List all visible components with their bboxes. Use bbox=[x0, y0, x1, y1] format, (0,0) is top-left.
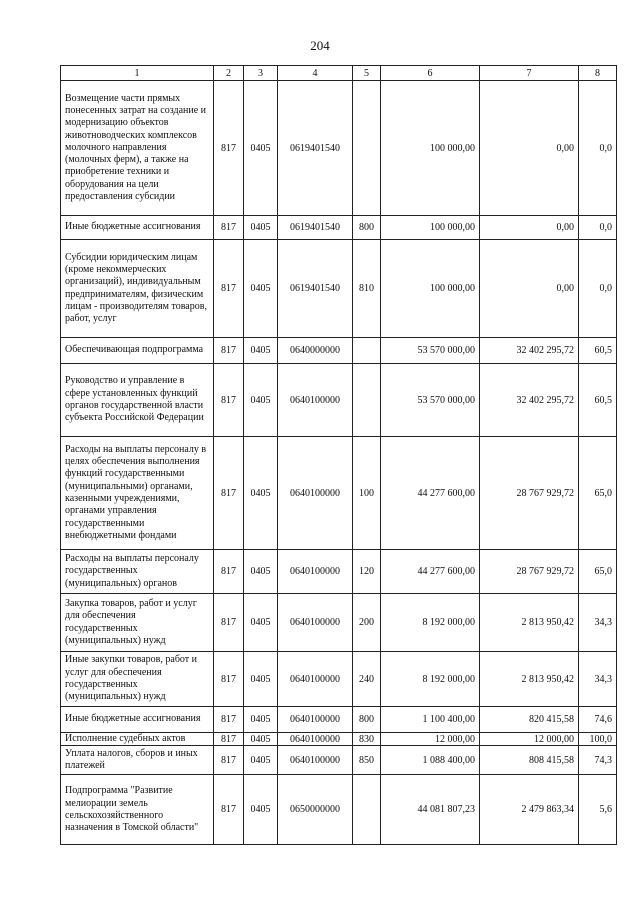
header-col-6: 6 bbox=[381, 66, 480, 81]
table-row bbox=[61, 437, 617, 550]
row-executed-amount: 28 767 929,72 bbox=[480, 437, 579, 550]
budget-table bbox=[60, 65, 617, 845]
row-ministry-code: 817 bbox=[214, 364, 244, 437]
row-ministry-code: 817 bbox=[214, 775, 244, 845]
row-name: Субсидии юридическим лицам (кроме некоммерческих организаций), индивидуальным предпринимателям, физическим лицам - производителям товаров, работ, услуг bbox=[61, 240, 214, 338]
row-name: Уплата налогов, сборов и иных платежей bbox=[61, 746, 214, 775]
row-section-code: 0405 bbox=[244, 652, 278, 707]
row-name: Подпрограмма "Развитие мелиорации земель сельскохозяйственного назначения в Томской области" bbox=[61, 775, 214, 845]
row-percent: 60,5 bbox=[579, 364, 617, 437]
row-executed-amount: 2 479 863,34 bbox=[480, 775, 579, 845]
row-target-article: 0640100000 bbox=[278, 707, 353, 733]
header-col-4: 4 bbox=[278, 66, 353, 81]
row-plan-amount: 100 000,00 bbox=[381, 240, 480, 338]
row-executed-amount: 2 813 950,42 bbox=[480, 652, 579, 707]
table-row bbox=[61, 338, 617, 364]
row-name: Возмещение части прямых понесенных затрат на создание и модернизацию объектов животноводческих комплексов молочного направления (молочных ферм), а также на приобретение техники и оборудования на цели предоставления субсидии bbox=[61, 81, 214, 216]
table-row bbox=[61, 707, 617, 733]
row-percent: 0,0 bbox=[579, 216, 617, 240]
row-expense-type: 120 bbox=[353, 550, 381, 594]
row-ministry-code: 817 bbox=[214, 594, 244, 652]
row-name: Обеспечивающая подпрограмма bbox=[61, 338, 214, 364]
row-plan-amount: 12 000,00 bbox=[381, 733, 480, 746]
row-plan-amount: 53 570 000,00 bbox=[381, 364, 480, 437]
row-executed-amount: 0,00 bbox=[480, 216, 579, 240]
row-percent: 65,0 bbox=[579, 437, 617, 550]
row-expense-type bbox=[353, 338, 381, 364]
row-section-code: 0405 bbox=[244, 216, 278, 240]
row-ministry-code: 817 bbox=[214, 707, 244, 733]
table-row bbox=[61, 594, 617, 652]
row-section-code: 0405 bbox=[244, 746, 278, 775]
row-executed-amount: 2 813 950,42 bbox=[480, 594, 579, 652]
row-executed-amount: 0,00 bbox=[480, 81, 579, 216]
row-expense-type: 810 bbox=[353, 240, 381, 338]
row-executed-amount: 28 767 929,72 bbox=[480, 550, 579, 594]
row-percent: 74,6 bbox=[579, 707, 617, 733]
row-section-code: 0405 bbox=[244, 707, 278, 733]
row-expense-type: 800 bbox=[353, 216, 381, 240]
row-percent: 0,0 bbox=[579, 81, 617, 216]
row-executed-amount: 0,00 bbox=[480, 240, 579, 338]
row-ministry-code: 817 bbox=[214, 338, 244, 364]
row-expense-type: 100 bbox=[353, 437, 381, 550]
row-target-article: 0650000000 bbox=[278, 775, 353, 845]
table-row bbox=[61, 364, 617, 437]
header-col-7: 7 bbox=[480, 66, 579, 81]
row-target-article: 0619401540 bbox=[278, 216, 353, 240]
table-row bbox=[61, 550, 617, 594]
row-ministry-code: 817 bbox=[214, 216, 244, 240]
row-executed-amount: 808 415,58 bbox=[480, 746, 579, 775]
row-ministry-code: 817 bbox=[214, 437, 244, 550]
row-target-article: 0640100000 bbox=[278, 746, 353, 775]
row-name: Иные бюджетные ассигнования bbox=[61, 707, 214, 733]
row-percent: 5,6 bbox=[579, 775, 617, 845]
row-percent: 34,3 bbox=[579, 652, 617, 707]
row-section-code: 0405 bbox=[244, 364, 278, 437]
table-row bbox=[61, 81, 617, 216]
row-name: Расходы на выплаты персоналу государственных (муниципальных) органов bbox=[61, 550, 214, 594]
row-section-code: 0405 bbox=[244, 81, 278, 216]
row-target-article: 0640100000 bbox=[278, 364, 353, 437]
row-ministry-code: 817 bbox=[214, 240, 244, 338]
row-percent: 65,0 bbox=[579, 550, 617, 594]
row-percent: 60,5 bbox=[579, 338, 617, 364]
row-name: Закупка товаров, работ и услуг для обеспечения государственных (муниципальных) нужд bbox=[61, 594, 214, 652]
table-row bbox=[61, 652, 617, 707]
row-percent: 74,3 bbox=[579, 746, 617, 775]
row-percent: 34,3 bbox=[579, 594, 617, 652]
row-expense-type: 240 bbox=[353, 652, 381, 707]
row-target-article: 0640100000 bbox=[278, 437, 353, 550]
row-expense-type bbox=[353, 81, 381, 216]
row-executed-amount: 12 000,00 bbox=[480, 733, 579, 746]
row-name: Руководство и управление в сфере установленных функций органов государственной власти субъекта Российской Федерации bbox=[61, 364, 214, 437]
row-ministry-code: 817 bbox=[214, 746, 244, 775]
row-expense-type: 850 bbox=[353, 746, 381, 775]
row-name: Расходы на выплаты персоналу в целях обеспечения выполнения функций государственными (муниципальными) органами, казенными учреждениями, органами управления государственными внебюджетными фондами bbox=[61, 437, 214, 550]
row-section-code: 0405 bbox=[244, 240, 278, 338]
row-plan-amount: 53 570 000,00 bbox=[381, 338, 480, 364]
row-executed-amount: 32 402 295,72 bbox=[480, 364, 579, 437]
row-plan-amount: 100 000,00 bbox=[381, 216, 480, 240]
row-plan-amount: 100 000,00 bbox=[381, 81, 480, 216]
row-expense-type: 830 bbox=[353, 733, 381, 746]
row-ministry-code: 817 bbox=[214, 550, 244, 594]
row-executed-amount: 820 415,58 bbox=[480, 707, 579, 733]
table-row bbox=[61, 746, 617, 775]
row-target-article: 0619401540 bbox=[278, 81, 353, 216]
header-col-5: 5 bbox=[353, 66, 381, 81]
table-row bbox=[61, 216, 617, 240]
row-section-code: 0405 bbox=[244, 437, 278, 550]
header-row bbox=[61, 66, 617, 81]
row-section-code: 0405 bbox=[244, 550, 278, 594]
header-col-2: 2 bbox=[214, 66, 244, 81]
row-percent: 100,0 bbox=[579, 733, 617, 746]
row-target-article: 0640100000 bbox=[278, 550, 353, 594]
row-expense-type bbox=[353, 775, 381, 845]
table-row bbox=[61, 240, 617, 338]
page-number: 204 bbox=[310, 38, 330, 53]
row-section-code: 0405 bbox=[244, 338, 278, 364]
row-target-article: 0640000000 bbox=[278, 338, 353, 364]
row-name: Иные бюджетные ассигнования bbox=[61, 216, 214, 240]
row-plan-amount: 44 277 600,00 bbox=[381, 437, 480, 550]
row-ministry-code: 817 bbox=[214, 81, 244, 216]
row-percent: 0,0 bbox=[579, 240, 617, 338]
row-expense-type: 200 bbox=[353, 594, 381, 652]
header-col-8: 8 bbox=[579, 66, 617, 81]
row-expense-type: 800 bbox=[353, 707, 381, 733]
row-ministry-code: 817 bbox=[214, 733, 244, 746]
row-section-code: 0405 bbox=[244, 775, 278, 845]
header-col-3: 3 bbox=[244, 66, 278, 81]
row-section-code: 0405 bbox=[244, 733, 278, 746]
row-target-article: 0640100000 bbox=[278, 594, 353, 652]
row-target-article: 0619401540 bbox=[278, 240, 353, 338]
row-name: Иные закупки товаров, работ и услуг для обеспечения государственных (муниципальных) нужд bbox=[61, 652, 214, 707]
row-plan-amount: 1 100 400,00 bbox=[381, 707, 480, 733]
row-expense-type bbox=[353, 364, 381, 437]
row-target-article: 0640100000 bbox=[278, 733, 353, 746]
row-plan-amount: 8 192 000,00 bbox=[381, 594, 480, 652]
row-plan-amount: 8 192 000,00 bbox=[381, 652, 480, 707]
row-ministry-code: 817 bbox=[214, 652, 244, 707]
row-plan-amount: 1 088 400,00 bbox=[381, 746, 480, 775]
row-target-article: 0640100000 bbox=[278, 652, 353, 707]
row-plan-amount: 44 081 807,23 bbox=[381, 775, 480, 845]
row-name: Исполнение судебных актов bbox=[61, 733, 214, 746]
row-plan-amount: 44 277 600,00 bbox=[381, 550, 480, 594]
header-col-1: 1 bbox=[61, 66, 214, 81]
row-section-code: 0405 bbox=[244, 594, 278, 652]
table-row bbox=[61, 733, 617, 746]
row-executed-amount: 32 402 295,72 bbox=[480, 338, 579, 364]
table-row bbox=[61, 775, 617, 845]
